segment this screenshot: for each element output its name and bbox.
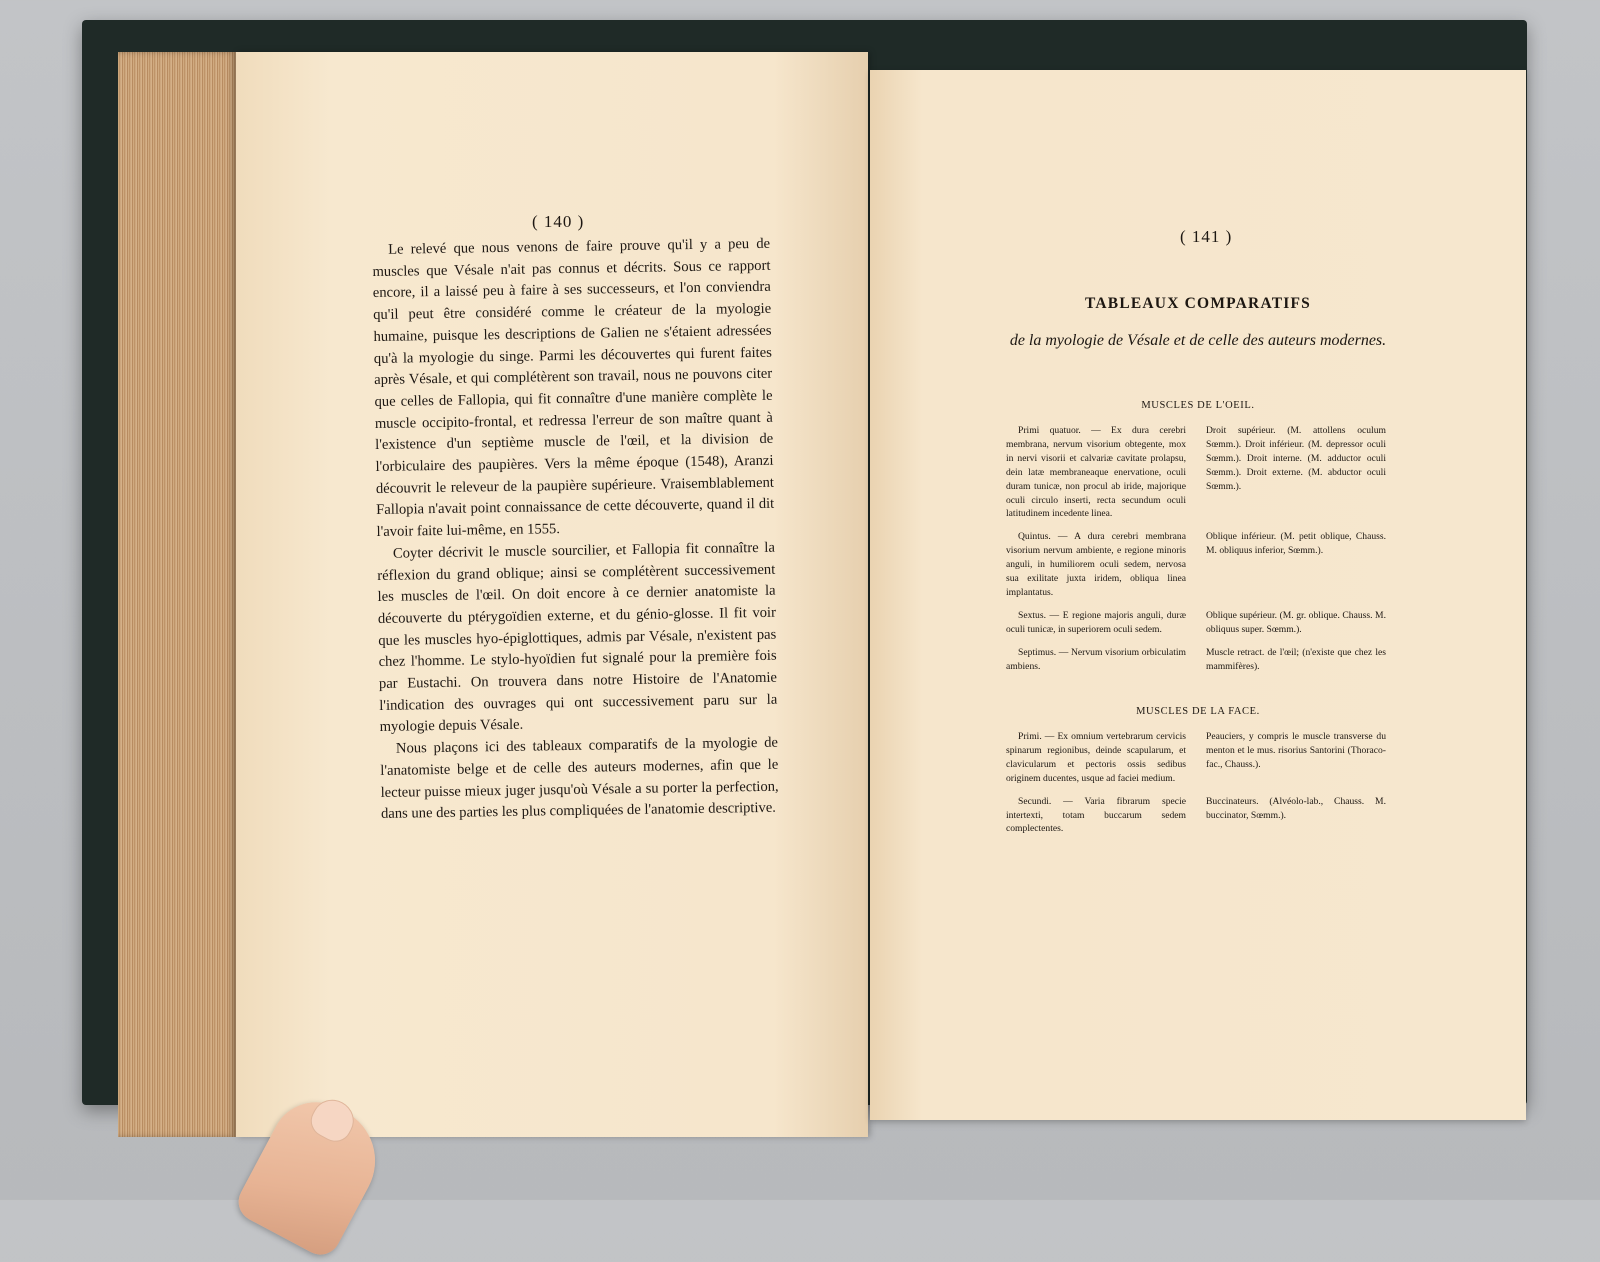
modern-entry: Oblique supérieur. (M. gr. oblique. Chauss. M. obliquus super. Sœmm.). bbox=[1206, 609, 1386, 635]
right-page bbox=[870, 70, 1526, 1120]
table-row bbox=[1006, 795, 1386, 837]
table-row bbox=[1006, 424, 1386, 521]
vesale-entry: Sextus. — E regione majoris anguli, duræ oculi tunicæ, in superiorem oculi sedem. bbox=[1006, 609, 1186, 635]
left-page bbox=[236, 52, 868, 1137]
modern-entry: Peauciers, y compris le muscle transverse du menton et le mus. risorius Santorini (Thoraco-fac., Chauss.). bbox=[1206, 731, 1386, 770]
vesale-entry: Septimus. — Nervum visorium orbiculatim ambiens. bbox=[1006, 646, 1186, 672]
paragraph: Coyter décrivit le muscle sourcilier, et Fallopia fit connaître la réflexion du grand oblique; ainsi se complétèrent successivement les muscles de l'œil. On doit encore à ce dernier anatomiste la découverte du ptérygoïdien externe, et du génio-glosse. Il fit voir que les muscles hyo-épiglottiques, admis par Vésale, n'existent pas chez l'homme. Le stylo-hyoïdien fut signalé pour la première fois par Eustachi. On trouvera dans notre Histoire de l'Anatomie l'indication des ouvrages qui ont successivement paru sur la myologie depuis Vésale. bbox=[377, 539, 778, 736]
tableau-face bbox=[1006, 730, 1386, 845]
paragraph: Le relevé que nous venons de faire prouve qu'il y a peu de muscles que Vésale n'ait pas connus et décrits. Sous ce rapport encore, il a laissé peu à faire à ses successeurs, et l'on conviendra qu'il peut être considéré comme le créateur de la myologie humaine, puisque les descriptions de Galien ne s'étaient adressées qu'à la myologie du singe. Parmi les découvertes qui furent faites après Vésale, et qui complétèrent son travail, nous ne pouvons citer que celles de Fallopia, qui fit connaître d'une manière complète le muscle occipito-frontal, et redressa l'erreur de son maître quant à l'existence d'un septième muscle de l'œil, et la division de l'orbiculaire des paupières. Vers la même époque (1548), Aranzi découvrit le releveur de la paupière supérieure. Vraisemblablement Fallopia n'avait point connaissance de cette découverte, quand il dit l'avoir faite lui-même, en 1555. bbox=[372, 235, 775, 541]
modern-entry: Muscle retract. de l'œil; (n'existe que chez les mammifères). bbox=[1206, 646, 1386, 672]
vesale-entry: Primi quatuor. — Ex dura cerebri membrana, nervum visorium obtegente, mox in nervi visorii et calvariæ cavitate prolapsu, dein latæ membraneaque enervatione, oculi duram tunicæ, non procul ab iride, majorique oculi circulo inserti, recta secundum oculi latitudinem incedente linea. bbox=[1006, 425, 1186, 520]
section-heading-face: MUSCLES DE LA FACE. bbox=[1136, 706, 1260, 717]
page-number-right: ( 141 ) bbox=[1180, 227, 1233, 246]
modern-entry: Buccinateurs. (Alvéolo-lab., Chauss. M. buccinator, Sœmm.). bbox=[1206, 795, 1386, 821]
left-page-body bbox=[372, 234, 779, 826]
table-row bbox=[1006, 646, 1386, 674]
page-edges bbox=[118, 52, 236, 1137]
page-title: TABLEAUX COMPARATIFS bbox=[1085, 295, 1311, 312]
vesale-entry: Secundi. — Varia fibrarum specie intertexti, totam buccarum sedem complectentes. bbox=[1006, 795, 1186, 835]
table-row bbox=[1006, 730, 1386, 786]
table-row bbox=[1006, 609, 1386, 637]
tableau-eye bbox=[1006, 424, 1386, 683]
modern-entry: Oblique inférieur. (M. petit oblique, Chauss. M. obliquus inferior, Sœmm.). bbox=[1206, 531, 1386, 557]
paragraph: Nous plaçons ici des tableaux comparatifs de la myologie de l'anatomiste belge et de celle des auteurs modernes, afin que le lecteur puisse mieux juger jusqu'où Vésale a su porter la perfection, dans une des parties les plus compliquées de l'anatomie descriptive. bbox=[380, 734, 779, 823]
vesale-entry: Primi. — Ex omnium vertebrarum cervicis spinarum regionibus, deinde scapularum, et clavicularum et pectoris ossis sedibus originem ducentes, usque ad faciei medium. bbox=[1006, 731, 1186, 784]
section-heading-eye: MUSCLES DE L'OEIL. bbox=[1141, 400, 1255, 411]
page-number-left: ( 140 ) bbox=[532, 212, 585, 231]
page-subtitle: de la myologie de Vésale et de celle des auteurs modernes. bbox=[1009, 332, 1387, 349]
table-row bbox=[1006, 530, 1386, 600]
vesale-entry: Quintus. — A dura cerebri membrana visorium nervum ambiente, e regione minoris anguli, in humiliorem oculi sedem, nervosa sua exilitate juxta iridem, obliqua linea implantatus. bbox=[1006, 531, 1186, 598]
modern-entry: Droit supérieur. (M. attollens oculum Sœmm.). Droit inférieur. (M. depressor oculi Sœmm.). Droit interne. (M. adductor oculi Sœmm.). Droit externe. (M. abductor oculi Sœmm.). bbox=[1206, 425, 1386, 492]
